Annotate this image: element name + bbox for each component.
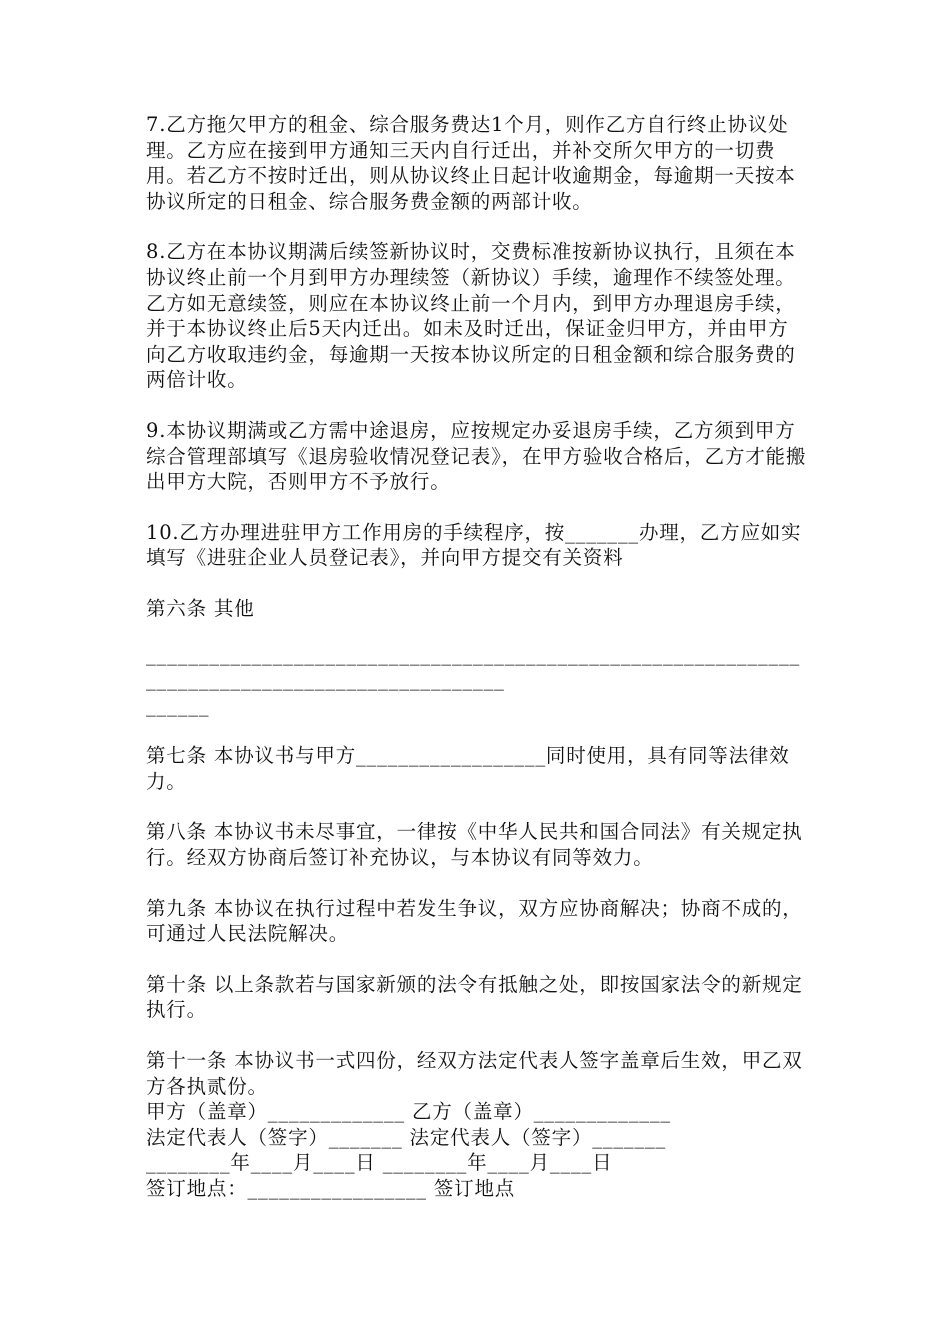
clause-8: 8.乙方在本协议期满后续签新协议时，交费标准按新协议执行，且须在本协议终止前一个月到甲方办理续签（新协议）手续，逾理作不续签处理。乙方如无意续签，则应在本协议终止前一个月内，到甲方办理退房手续，并于本协议终止后5天内迁出。如未及时迁出，保证金归甲方，并由甲方向乙方收取违约金，每逾期一天按本协议所定的日租金额和综合服务费的两倍计收。 <box>146 240 796 392</box>
article-7: 第七条 本协议书与甲方__________________同时使用，具有同等法律效力。 <box>146 744 790 793</box>
signature-place-line: 签订地点：_________________ 签订地点 <box>146 1177 516 1200</box>
article-9: 第九条 本协议在执行过程中若发生争议，双方应协商解决；协商不成的，可通过人民法院解决。 <box>146 896 803 946</box>
signature-seal-line: 甲方（盖章）_____________ 乙方（盖章）_____________ <box>146 1100 671 1124</box>
article-8: 第八条 本协议书未尽事宜，一律按《中华人民共和国合同法》有关规定执行。经双方协商后签订补充协议，与本协议有同等效力。 <box>146 820 803 870</box>
article-10: 第十条 以上条款若与国家新颁的法令有抵触之处，即按国家法令的新规定执行。 <box>146 972 803 1022</box>
article-6-blank-line: ________________________________________________________________________________________________ <box>146 642 801 692</box>
document-body <box>146 112 808 1202</box>
clause-7: 7.乙方拖欠甲方的租金、综合服务费达1个月，则作乙方自行终止协议处理。乙方应在接到甲方通知三天内自行迁出，并补交所欠甲方的一切费用。若乙方不按时迁出，则从协议终止日起计收逾期金，每逾期一天按本协议所定的日租金、综合服务费金额的两部计收。 <box>146 113 796 213</box>
signature-representative-line: 法定代表人（签字）_______ 法定代表人（签字）_______ <box>146 1125 667 1149</box>
signature-date-line: ________年____月____日 ________年____月____日 <box>146 1151 613 1175</box>
article-6-blank-line-tail: ______ <box>146 693 210 717</box>
article-6-title: 第六条 其他 <box>146 596 255 620</box>
article-11: 第十一条 本协议书一式四份，经双方法定代表人签字盖章后生效，甲乙双方各执贰份。 <box>146 1049 803 1098</box>
clause-10: 10.乙方办理进驻甲方工作用房的手续程序，按_______办理，乙方应如实填写《进驻企业人员登记表》，并向甲方提交有关资料 <box>146 520 802 570</box>
clause-9: 9.本协议期满或乙方需中途退房，应按规定办妥退房手续，乙方须到甲方综合管理部填写《退房验收情况登记表》，在甲方验收合格后，乙方才能搬出甲方大院，否则甲方不予放行。 <box>146 418 807 494</box>
